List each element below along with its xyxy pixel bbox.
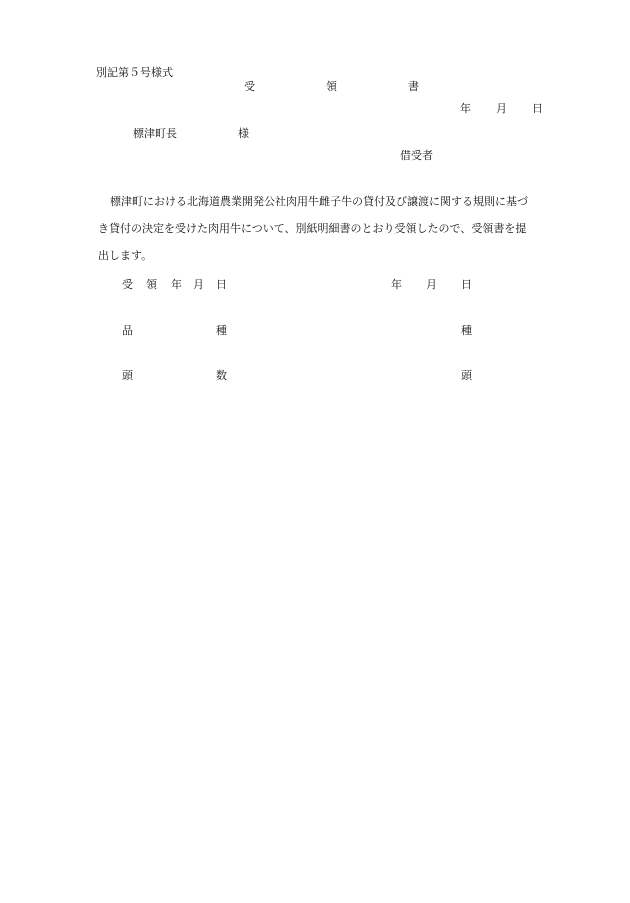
header-date-day: 日 <box>532 102 543 115</box>
title-char-3: 書 <box>408 80 419 93</box>
receipt-date-day: 日 <box>216 278 227 291</box>
breed-unit: 種 <box>461 324 472 337</box>
borrower-label: 借受者 <box>400 149 433 162</box>
form-number-label: 別記第５号様式 <box>96 66 173 79</box>
heads-unit: 頭 <box>461 369 472 382</box>
body-line-3: 出します。 <box>98 249 153 262</box>
right-date-month: 月 <box>426 278 437 291</box>
receipt-date-month: 月 <box>193 278 204 291</box>
header-date-year: 年 <box>460 102 471 115</box>
right-date-year: 年 <box>391 278 402 291</box>
body-paragraph <box>98 188 572 269</box>
breed-label-char-2: 種 <box>216 324 227 337</box>
addressee: 標津町長 <box>133 127 177 140</box>
heads-label-char-1: 頭 <box>122 369 133 382</box>
breed-label-char-1: 品 <box>122 324 133 337</box>
heads-label-char-2: 数 <box>216 369 227 382</box>
receipt-date-year: 年 <box>171 278 182 291</box>
receipt-label-char-1: 受 <box>122 278 133 291</box>
body-line-1: 標津町における北海道農業開発公社肉用牛雌子牛の貸付及び譲渡に関する規則に基づ <box>110 195 528 208</box>
header-date-month: 月 <box>496 102 507 115</box>
title-char-1: 受 <box>244 80 255 93</box>
right-date-day: 日 <box>461 278 472 291</box>
body-line-2: き貸付の決定を受けた肉用牛について、別紙明細書のとおり受領したので、受領書を提 <box>98 222 527 235</box>
honorific: 様 <box>238 127 249 140</box>
title-char-2: 領 <box>326 80 337 93</box>
receipt-label-char-2: 領 <box>146 278 157 291</box>
